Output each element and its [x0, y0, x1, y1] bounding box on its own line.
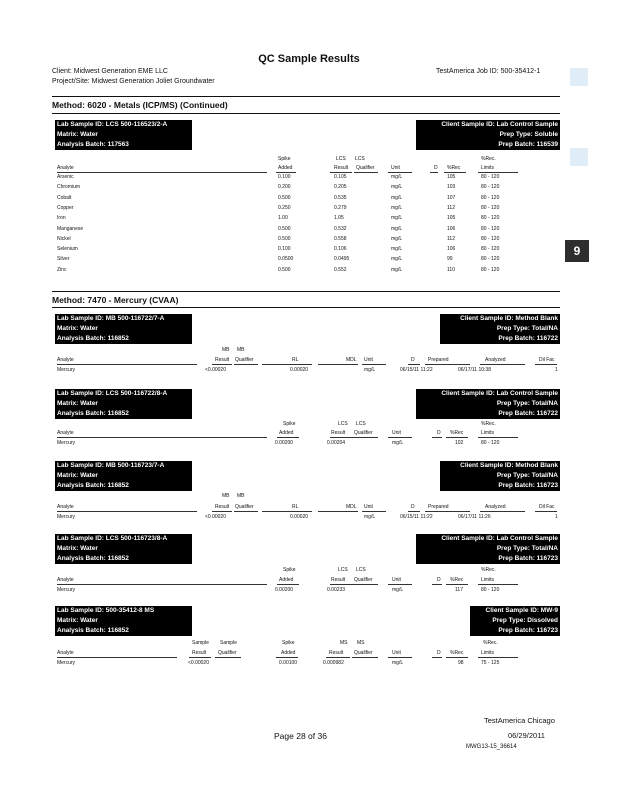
column-header: Limits — [481, 577, 495, 583]
column-header: Dil Fac — [539, 357, 555, 363]
table-row: Zinc — [57, 266, 67, 273]
sample-info-left: Analysis Batch: 116852 — [55, 481, 192, 491]
sample-info-left: Analysis Batch: 116852 — [55, 409, 192, 419]
header-underline — [432, 437, 442, 438]
column-header: Result — [329, 650, 344, 656]
table-row: Iron — [57, 215, 66, 222]
sample-info-left: Matrix: Water — [55, 324, 192, 334]
table-row: 80 - 120 — [481, 215, 500, 222]
table-row: 1 — [555, 514, 558, 520]
column-header: %Rec — [450, 650, 464, 656]
sample-info-right: Prep Type: Soluble — [416, 130, 560, 140]
header-underline — [330, 172, 352, 173]
table-row: 1.00 — [278, 215, 288, 222]
table-row: 80 - 120 — [481, 587, 500, 593]
header-underline — [277, 584, 299, 585]
column-header: %Rec. — [481, 156, 496, 162]
table-row: Mercury — [57, 587, 76, 593]
header-underline — [57, 172, 267, 173]
table-row: Manganese — [57, 225, 84, 232]
column-header: LCS — [338, 567, 348, 573]
column-header: LCS — [356, 421, 366, 427]
table-row: mg/L — [391, 174, 403, 180]
column-header: Added — [279, 577, 294, 583]
table-row: 06/15/11 11:22 — [400, 367, 433, 373]
table-row: 117 — [455, 587, 463, 593]
section-tab: 9 — [565, 240, 589, 262]
header-underline — [432, 584, 442, 585]
header-underline — [57, 437, 267, 438]
table-row: 0.200 — [278, 184, 291, 191]
table-row: mg/L — [391, 225, 403, 232]
column-header: LCS — [355, 156, 365, 162]
sample-info-left: Lab Sample ID: MB 500-116722/7-A — [55, 314, 192, 324]
sample-info-right: Prep Batch: 116722 — [416, 409, 560, 419]
header-underline — [57, 511, 197, 512]
header-underline — [444, 172, 466, 173]
footer-date: 06/29/2011 — [508, 731, 545, 740]
column-header: Qualifier — [356, 165, 375, 171]
table-row: 0.100 — [278, 246, 291, 253]
table-row: Arsenic — [57, 174, 74, 180]
sample-info-left: Analysis Batch: 117563 — [55, 140, 192, 150]
table-row: 80 - 120 — [481, 266, 500, 273]
sample-info-right: Client Sample ID: Method Blank — [440, 314, 560, 324]
column-header: Analyte — [57, 577, 74, 583]
sample-info-left: Matrix: Water — [55, 471, 192, 481]
table-row: <0.00020 — [205, 367, 226, 373]
table-row: mg/L — [391, 215, 403, 222]
table-row: 99 — [447, 256, 453, 263]
table-row: 110 — [447, 266, 455, 273]
sample-info-right: Client Sample ID: Lab Control Sample — [416, 389, 560, 399]
column-header: Qualifier — [235, 357, 254, 363]
column-header: D — [437, 650, 441, 656]
header-underline — [330, 584, 352, 585]
table-row: 0.00100 — [279, 660, 298, 666]
column-header: MB — [237, 347, 245, 353]
header-underline — [388, 584, 412, 585]
table-row: 0.500 — [278, 225, 291, 232]
column-header: %Rec — [450, 430, 464, 436]
table-row: mg/L — [391, 235, 403, 242]
column-header: Qualifier — [354, 650, 373, 656]
column-header: Qualifier — [235, 504, 254, 510]
method-heading-mercury: Method: 7470 - Mercury (CVAA) — [52, 295, 179, 305]
header-underline — [352, 584, 378, 585]
table-row: mg/L — [392, 660, 404, 666]
column-header: RL — [292, 504, 299, 510]
table-row: 0.535 — [334, 194, 347, 201]
header-underline — [388, 172, 412, 173]
sample-info-left: Matrix: Water — [55, 399, 192, 409]
column-header: Result — [331, 577, 346, 583]
divider — [52, 291, 560, 292]
column-header: Limits — [481, 650, 495, 656]
table-row: 0.279 — [334, 204, 347, 211]
table-row: Copper — [57, 204, 74, 211]
column-header: Analyzed — [485, 504, 506, 510]
column-header: Result — [331, 430, 346, 436]
sample-info-left: Lab Sample ID: LCS 500-116722/8-A — [55, 389, 192, 399]
table-row: mg/L — [391, 194, 403, 201]
header-underline — [425, 364, 470, 365]
table-row: 80 - 120 — [481, 174, 500, 180]
header-underline — [189, 657, 211, 658]
sample-info-left: Lab Sample ID: LCS 500-116523/2-A — [55, 120, 192, 130]
header-underline — [277, 437, 299, 438]
header-underline — [330, 437, 352, 438]
column-header: MS — [357, 640, 365, 646]
column-header: Result — [192, 650, 207, 656]
sample-info-left: Matrix: Water — [55, 544, 192, 554]
table-row: 1 — [555, 367, 558, 373]
table-row: 0.500 — [278, 194, 291, 201]
table-row: 0.250 — [278, 204, 291, 211]
column-header: D — [411, 504, 415, 510]
header-underline — [430, 172, 438, 173]
column-header: MDL — [346, 357, 357, 363]
divider — [52, 113, 560, 114]
header-underline — [352, 657, 378, 658]
header-underline — [388, 657, 412, 658]
sample-info-right: Prep Batch: 116723 — [416, 554, 560, 564]
header-underline — [432, 657, 442, 658]
column-header: LCS — [338, 421, 348, 427]
header-underline — [480, 364, 525, 365]
column-header: Prepared — [428, 504, 449, 510]
table-row: 102 — [455, 440, 464, 446]
job-id: TestAmerica Job ID: 500-35412-1 — [436, 68, 541, 75]
header-underline — [276, 657, 298, 658]
column-header: Limits — [481, 430, 495, 436]
sample-info-right: Prep Batch: 116723 — [440, 481, 560, 491]
table-row: 80 - 120 — [481, 184, 500, 191]
sample-info-right: Prep Batch: 116723 — [470, 626, 560, 636]
column-header: Analyte — [57, 504, 74, 510]
header-underline — [535, 364, 557, 365]
table-row: 112 — [447, 235, 455, 242]
header-underline — [425, 511, 470, 512]
header-underline — [446, 437, 468, 438]
table-row: 75 - 125 — [481, 660, 500, 666]
column-header: D — [437, 577, 441, 583]
table-row: 107 — [447, 194, 456, 201]
column-header: %Rec — [447, 165, 461, 171]
column-header: Prepared — [428, 357, 449, 363]
table-row: 106 — [447, 246, 456, 253]
column-header: Result — [215, 357, 230, 363]
header-underline — [354, 172, 378, 173]
header-underline — [480, 511, 525, 512]
column-header: MB — [222, 493, 230, 499]
column-header: Spike — [282, 640, 295, 646]
column-header: Added — [279, 430, 294, 436]
column-header: Unit — [364, 504, 373, 510]
table-row: <0.00020 — [188, 660, 209, 666]
page-title: QC Sample Results — [258, 53, 360, 65]
column-header: Analyte — [57, 165, 74, 171]
table-row: 0.500 — [278, 235, 291, 242]
client-name: Client: Midwest Generation EME LLC — [52, 68, 168, 75]
table-row: Selenium — [57, 246, 78, 253]
method-heading-metals: Method: 6020 - Metals (ICP/MS) (Continued) — [52, 100, 228, 110]
table-row: Mercury — [57, 514, 76, 520]
header-underline — [57, 364, 197, 365]
sample-info-left: Analysis Batch: 116852 — [55, 554, 192, 564]
sample-info-right: Prep Batch: 116539 — [416, 140, 560, 150]
sample-info-right: Client Sample ID: Method Blank — [440, 461, 560, 471]
column-header: Sample — [192, 640, 209, 646]
table-row: 105 — [447, 215, 456, 222]
table-row: 0.00200 — [275, 440, 294, 446]
table-row: 0.0495 — [334, 256, 350, 263]
header-underline — [262, 511, 312, 512]
column-header: MS — [340, 640, 348, 646]
table-row: mg/L — [364, 514, 376, 520]
column-header: Analyte — [57, 357, 74, 363]
sample-info-left: Analysis Batch: 116852 — [55, 334, 192, 344]
column-header: Spike — [283, 567, 296, 573]
table-row: 80 - 120 — [481, 204, 500, 211]
table-row: 103 — [447, 184, 456, 191]
column-header: Qualifier — [354, 430, 373, 436]
table-row: 80 - 120 — [481, 246, 500, 253]
column-header: D — [434, 165, 438, 171]
sample-info-right: Prep Type: Total/NA — [440, 471, 560, 481]
table-row: 0.500 — [278, 266, 291, 273]
header-underline — [408, 511, 420, 512]
footer-lab: TestAmerica Chicago — [484, 716, 555, 725]
header-underline — [362, 364, 386, 365]
table-row: mg/L — [391, 256, 403, 263]
column-header: Qualifier — [218, 650, 237, 656]
column-header: Added — [278, 165, 293, 171]
column-header: Spike — [278, 156, 291, 162]
sample-info-left: Matrix: Water — [55, 616, 192, 626]
table-row: 80 - 120 — [481, 256, 500, 263]
table-row: Mercury — [57, 367, 76, 373]
header-underline — [318, 364, 358, 365]
header-underline — [478, 584, 518, 585]
column-header: MDL — [346, 504, 357, 510]
column-header: Sample — [220, 640, 237, 646]
column-header: D — [411, 357, 415, 363]
header-underline — [262, 364, 312, 365]
header-underline — [57, 584, 267, 585]
header-underline — [234, 364, 258, 365]
column-header: Dil Fac — [539, 504, 555, 510]
sample-info-left: Analysis Batch: 116852 — [55, 626, 192, 636]
sample-info-left: Lab Sample ID: LCS 500-116723/8-A — [55, 534, 192, 544]
header-underline — [535, 511, 557, 512]
column-header: %Rec. — [481, 421, 496, 427]
column-header: %Rec. — [483, 640, 498, 646]
header-underline — [326, 657, 350, 658]
column-header: %Rec. — [481, 567, 496, 573]
header-underline — [362, 511, 386, 512]
header-underline — [215, 657, 241, 658]
table-row: Nickel — [57, 235, 71, 242]
table-row: Mercury — [57, 440, 76, 446]
sample-info-right: Client Sample ID: MW-9 — [470, 606, 560, 616]
table-row: 80 - 120 — [481, 225, 500, 232]
table-row: mg/L — [391, 204, 403, 211]
header-underline — [478, 657, 518, 658]
table-row: 112 — [447, 204, 455, 211]
table-row: 0.0500 — [278, 256, 294, 263]
table-row: 0.000982 — [323, 660, 344, 666]
sample-info-right: Prep Batch: 116722 — [440, 334, 560, 344]
column-header: Analyte — [57, 650, 74, 656]
header-underline — [446, 584, 468, 585]
column-header: Result — [334, 165, 349, 171]
table-row: Silver — [57, 256, 70, 263]
column-header: Limits — [481, 165, 495, 171]
column-header: Analyte — [57, 430, 74, 436]
header-underline — [234, 511, 258, 512]
table-row: 0.552 — [334, 266, 347, 273]
column-header: MB — [237, 493, 245, 499]
footer-code: MWG13-15_36614 — [466, 744, 517, 750]
header-underline — [212, 364, 232, 365]
table-row: mg/L — [392, 440, 404, 446]
column-header: MB — [222, 347, 230, 353]
column-header: LCS — [356, 567, 366, 573]
header-underline — [446, 657, 468, 658]
side-box-decor — [570, 148, 588, 166]
divider — [52, 307, 560, 308]
table-row: 0.106 — [334, 246, 347, 253]
project-site: Project/Site: Midwest Generation Joliet Groundwater — [52, 78, 215, 85]
table-row: 06/15/11 11:22 — [400, 514, 433, 520]
footer-page: Page 28 of 36 — [274, 731, 327, 741]
column-header: Unit — [392, 577, 401, 583]
table-row: 0.558 — [334, 235, 347, 242]
table-row: 0.00020 — [290, 514, 309, 520]
sample-info-right: Client Sample ID: Lab Control Sample — [416, 534, 560, 544]
divider — [52, 96, 560, 97]
header-underline — [408, 364, 420, 365]
table-row: 0.532 — [334, 225, 347, 232]
sample-info-right: Prep Type: Total/NA — [416, 544, 560, 554]
column-header: Result — [215, 504, 230, 510]
table-row: 0.205 — [334, 184, 347, 191]
column-header: Unit — [392, 430, 401, 436]
sample-info-right: Prep Type: Total/NA — [416, 399, 560, 409]
table-row: 06/17/11 11:26 — [458, 514, 491, 520]
column-header: Unit — [364, 357, 373, 363]
sample-info-right: Client Sample ID: Lab Control Sample — [416, 120, 560, 130]
column-header: %Rec — [450, 577, 464, 583]
table-row: 0.00204 — [327, 440, 346, 446]
header-underline — [352, 437, 378, 438]
sample-info-left: Matrix: Water — [55, 130, 192, 140]
table-row: mg/L — [391, 184, 403, 191]
header-underline — [478, 172, 518, 173]
table-row: 98 — [458, 660, 464, 666]
table-row: Cobalt — [57, 194, 72, 201]
table-row: Chromium — [57, 184, 81, 191]
table-row: mg/L — [391, 266, 403, 273]
table-row: 80 - 120 — [481, 235, 500, 242]
header-underline — [478, 437, 518, 438]
column-header: Analyzed — [485, 357, 506, 363]
header-underline — [57, 657, 177, 658]
column-header: Spike — [283, 421, 296, 427]
column-header: Unit — [391, 165, 400, 171]
table-row: mg/L — [392, 587, 404, 593]
header-underline — [318, 511, 358, 512]
column-header: D — [437, 430, 441, 436]
table-row: Mercury — [57, 660, 76, 666]
column-header: Qualifier — [354, 577, 373, 583]
table-row: 80 - 120 — [481, 440, 500, 446]
column-header: LCS — [336, 156, 346, 162]
header-underline — [388, 437, 412, 438]
column-header: Unit — [392, 650, 401, 656]
header-underline — [212, 511, 232, 512]
table-row: <0.00020 — [205, 514, 226, 520]
table-row: 0.00200 — [275, 587, 294, 593]
table-row: 105 — [447, 174, 456, 180]
table-row: mg/L — [391, 246, 403, 253]
sample-info-left: Lab Sample ID: 500-35412-8 MS — [55, 606, 192, 616]
header-underline — [276, 172, 296, 173]
table-row: 0.105 — [334, 174, 347, 180]
side-box-decor — [570, 68, 588, 86]
sample-info-right: Prep Type: Total/NA — [440, 324, 560, 334]
table-row: 80 - 120 — [481, 194, 500, 201]
table-row: 06/17/11 10:38 — [458, 367, 491, 373]
table-row: 0.00020 — [290, 367, 309, 373]
table-row: 0.00233 — [327, 587, 346, 593]
sample-info-right: Prep Type: Dissolved — [470, 616, 560, 626]
table-row: mg/L — [364, 367, 376, 373]
sample-info-left: Lab Sample ID: MB 500-116723/7-A — [55, 461, 192, 471]
table-row: 106 — [447, 225, 456, 232]
table-row: 0.100 — [278, 174, 291, 180]
table-row: 1.05 — [334, 215, 344, 222]
column-header: RL — [292, 357, 299, 363]
column-header: Added — [281, 650, 296, 656]
